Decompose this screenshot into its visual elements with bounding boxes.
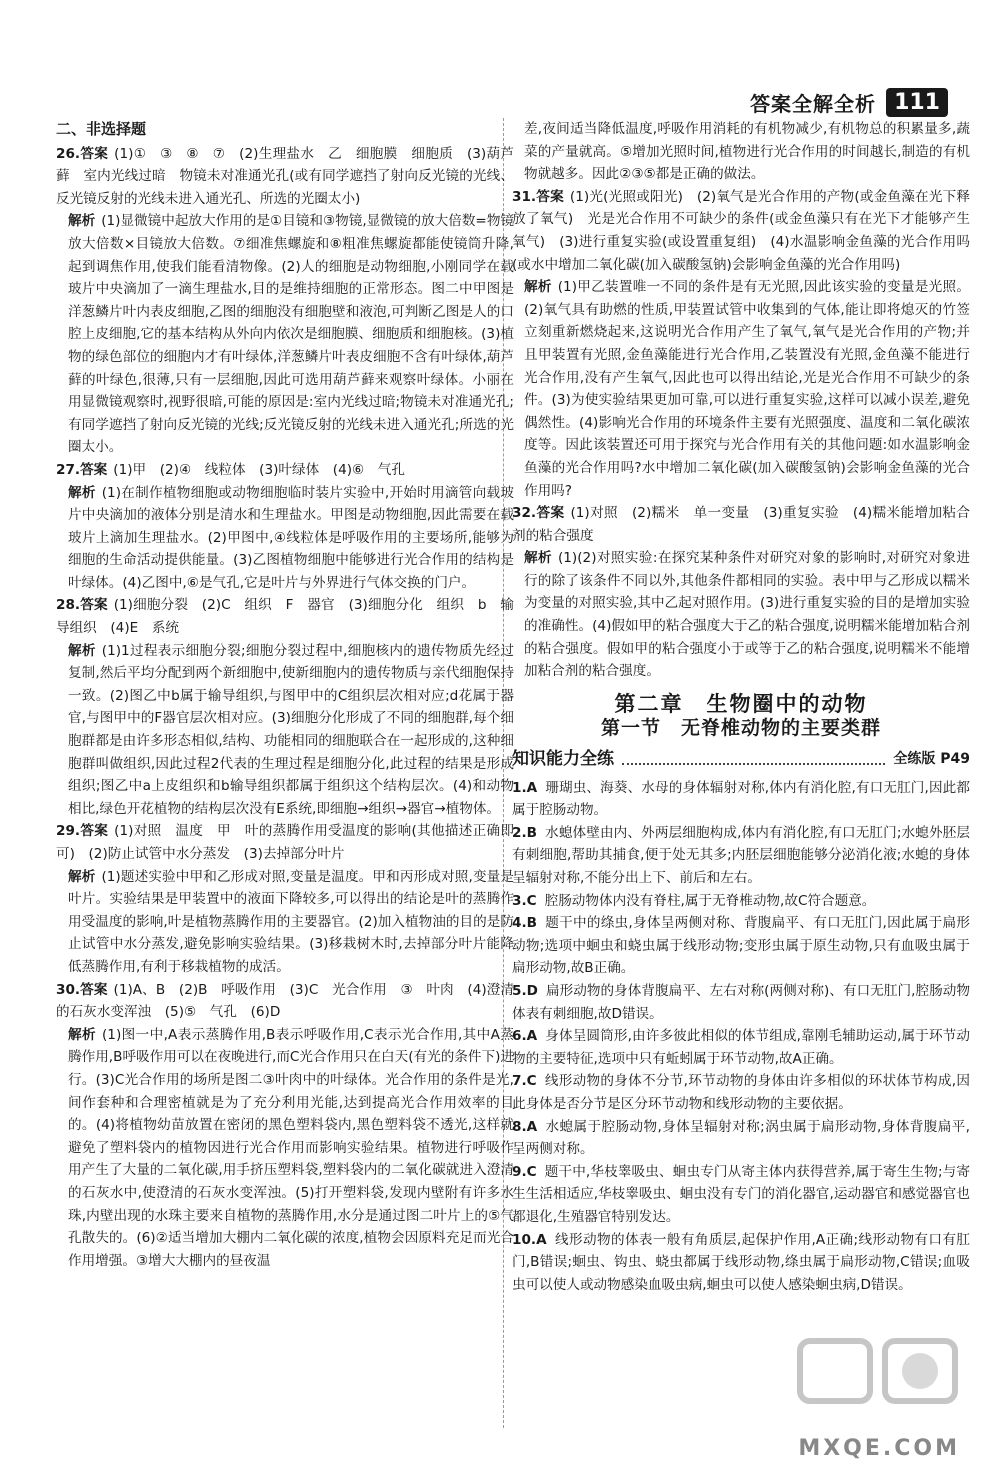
choice-number: 6.A — [512, 1028, 538, 1045]
answer-text: (1)A、B (2)B 呼吸作用 (3)C 光合作用 ③ 叶肉 (4)澄清的石灰水变浑浊 (5)⑤ 气孔 (6)D — [56, 981, 514, 1021]
choice-text: 题干中,华枝睾吸虫、蛔虫专门从寄主体内获得营养,属于寄生生物;与寄生生活相适应,华枝睾吸虫、蛔虫没有专门的消化器官,运动器官和感觉器官也都退化,生殖器官特别发达。 — [512, 1163, 970, 1225]
answer-label: 答案 — [80, 461, 108, 478]
explanation-label: 解析 — [68, 1026, 96, 1043]
explanation-line — [512, 547, 970, 683]
choice-text: 水螅属于腔肠动物,身体呈辐射对称;涡虫属于扁形动物,身体背腹扁平,呈两侧对称。 — [512, 1118, 970, 1158]
answer-line — [56, 594, 514, 639]
choice-number: 4.B — [512, 915, 537, 932]
choice-text: 题干中的绦虫,身体呈两侧对称、背腹扁平、有口无肛门,因此属于扁形动物;选项中蛔虫和蛲虫属于线形动物;变形虫属于原生动物,只有血吸虫属于扁形动物,故B正确。 — [512, 915, 970, 977]
page-header — [750, 88, 948, 117]
answer-label: 答案 — [80, 823, 109, 840]
explanation-text: (1)(2)对照实验:在探究某种条件对研究对象的影响时,对研究对象进行的除了该条件不同以外,其他条件都相同的实验。表中甲与乙形成以糯米为变量的对照实验,其中乙起对照作用。(3)进行重复实验的目的是增加实验的准确性。(4)假如甲的粘合强度大于乙的粘合强度,说明糯米能增加粘合剂的粘合强度。假如甲的粘合强度小于或等于乙的粘合强度,说明糯米不能增加粘合剂的粘合强度。 — [524, 550, 970, 680]
question-number: 32. — [512, 505, 537, 522]
continued-text: 差,夜间适当降低温度,呼吸作用消耗的有机物减少,有机物总的积累量多,蔬菜的产量就高。⑤增加光照时间,植物进行光合作用的时间越长,制造的有机物就越多。因此②③⑤都是正确的做法。 — [524, 121, 970, 183]
explanation-text: (1)1过程表示细胞分裂;细胞分裂过程中,细胞核内的遗传物质先经过复制,然后平均分配到两个新细胞中,使新细胞内的遗传物质与亲代细胞保持一致。(2)图乙中b属于输导组织,与图甲中的C组织层次相对应;d花属于器官,与图甲中的F器官层次相对应。(3)细胞分化形成了不同的细胞群,每个细胞群都是由许多形态相似,结构、功能相同的细胞联合在一起形成的,这种细胞群叫做组织,因此过程2代表的生理过程是细胞分化,此过程的结果是形成组织;图乙中a上皮组织和b输导组织都属于组织这个结构层次。(4)和动物相比,绿色开花植物的结构层次没有E系统,即细胞→组织→器官→植物体。 — [68, 642, 515, 817]
choice-number: 10.A — [512, 1231, 547, 1248]
answer-line — [512, 186, 970, 276]
explanation-text: (1)显微镜中起放大作用的是①目镜和③物镜,显微镜的放大倍数=物镜放大倍数×目镜放大倍数。⑦细准焦螺旋和⑧粗准焦螺旋都能使镜筒升降,起到调焦作用,使我们能看清物像。(2)人的细胞是动物细胞,小刚同学在载玻片中央滴加了一滴生理盐水,目的是维持细胞的正常形态。图二中甲图是洋葱鳞片叶内表皮细胞,乙图的细胞没有细胞壁和液泡,可判断乙图是人的口腔上皮细胞,它的基本结构从外向内依次是细胞膜、细胞质和细胞核。(3)植物的绿色部位的细胞内才有叶绿体,洋葱鳞片叶表皮细胞不含有叶绿体,葫芦藓的叶绿色,很薄,只有一层细胞,因此可选用葫芦藓来观察叶绿体。小丽在用显微镜观察时,视野很暗,可能的原因是:室内光线过暗;物镜未对准通光孔;有同学遮挡了射向反光镜的光线;反光镜反射的光线未进入通光孔;所选的光圈太小。 — [68, 213, 515, 456]
choice-answer — [512, 890, 970, 913]
explanation-line — [56, 640, 514, 821]
explanation-text: (1)甲乙装置唯一不同的条件是有无光照,因此该实验的变量是光照。(2)氧气具有助燃的性质,甲装置试管中收集到的气体,能让即将熄灭的竹签立刻重新燃烧起来,这说明光合作用产生了氧气,氧气是光合作用的产物;并且甲装置有光照,金鱼藻能进行光合作用,乙装置没有光照,金鱼藻不能进行光合作用,没有产生氧气,因此也可以得出结论,光是光合作用不可缺少的条件。(3)为使实验结果更加可靠,可以进行重复实验,这样可以减小误差,避免偶然性。(4)影响光合作用的环境条件主要有光照强度、温度和二氧化碳浓度等。因此该装置还可用于探究与光合作用有关的其他问题:如水温影响金鱼藻的光合作用吗?水中增加二氧化碳(加入碳酸氢钠)会影响金鱼藻的光合作用吗? — [524, 279, 971, 499]
choice-answer — [512, 777, 970, 822]
choice-number: 1.A — [512, 779, 538, 796]
practice-bar — [512, 748, 970, 771]
section-heading: 第一节 无脊椎动物的主要类群 — [600, 717, 881, 740]
answer-text: (1)对照 温度 甲 叶的蒸腾作用受温度的影响(其他描述正确即可) (2)防止试管中水分蒸发 (3)去掉部分叶片 — [56, 823, 515, 862]
question-number: 27. — [56, 461, 81, 478]
explanation-line — [56, 866, 514, 979]
answer-label: 答案 — [80, 145, 109, 162]
choice-number: 7.C — [512, 1073, 537, 1090]
answer-text: (1)光(光照或阳光) (2)氧气是光合作用的产物(或金鱼藻在光下释放了氧气) 光是光合作用不可缺少的条件(或金鱼藻只有在光下才能够产生氧气) (3)进行重复实验(或设置重复组) (4)水温影响金鱼藻的光合作用吗(或水中增加二氧化碳(加入碳酸氢钠)会影响金鱼藻的光合作用吗) — [512, 188, 971, 273]
right-column — [512, 118, 970, 1296]
choice-answer — [512, 822, 970, 890]
answer-label: 答案 — [536, 188, 564, 205]
explanation-line — [56, 210, 514, 459]
answer-label: 答案 — [80, 981, 108, 998]
answer-line — [56, 820, 514, 865]
choice-answer — [512, 1161, 970, 1229]
dotted-leader — [622, 753, 885, 765]
practice-ref: 全练版 P49 — [893, 751, 970, 768]
choice-text: 线形动物的体表一般有角质层,起保护作用,A正确;线形动物有口有肛门,B错误;蛔虫、钩虫、蛲虫都属于线形动物,绦虫属于扁形动物,C错误;血吸虫可以使人或动物感染血吸虫病,蛔虫可以使人感染蛔虫病,D错误。 — [512, 1231, 970, 1293]
choice-text: 珊瑚虫、海葵、水母的身体辐射对称,体内有消化腔,有口无肛门,因此都属于腔肠动物。 — [512, 779, 970, 819]
choice-answer — [512, 1116, 970, 1161]
left-items — [56, 143, 514, 1273]
answer-text: (1)对照 (2)糯米 单一变量 (3)重复实验 (4)糯米能增加粘合剂的粘合强度 — [512, 505, 971, 544]
choice-number: 8.A — [512, 1118, 538, 1135]
explanation-text: (1)题述实验中甲和乙形成对照,变量是温度。甲和丙形成对照,变量是叶片。实验结果是甲装置中的液面下降较多,可以得出的结论是叶的蒸腾作用受温度的影响,叶是植物蒸腾作用的主要器官。(2)加入植物油的目的是防止试管中水分蒸发,避免影响实验结果。(3)移栽树木时,去掉部分叶片能降低蒸腾作用,有利于移栽植物的成活。 — [68, 868, 515, 975]
choice-answer — [512, 1025, 970, 1070]
chapter-title: 第二章 生物圈中的动物 — [614, 691, 868, 716]
answer-text: (1)甲 (2)④ 线粒体 (3)叶绿体 (4)⑥ 气孔 — [113, 461, 405, 478]
choice-answer — [512, 1229, 970, 1297]
choice-text: 身体呈圆筒形,由许多彼此相似的体节组成,靠刚毛辅助运动,属于环节动物的主要特征,选项中只有蚯蚓属于环节动物,故A正确。 — [512, 1028, 970, 1067]
explanation-label: 解析 — [68, 213, 96, 230]
question-number: 26. — [56, 145, 81, 162]
page-number: 111 — [886, 88, 948, 117]
header-title: 答案全解全析 — [750, 92, 877, 116]
practice-title: 知识能力全练 — [512, 749, 614, 770]
answer-line — [56, 143, 514, 211]
choice-number: 2.B — [512, 824, 537, 841]
explanation-label: 解析 — [524, 550, 552, 567]
answer-line — [56, 979, 514, 1024]
answer-label: 答案 — [80, 597, 108, 614]
explanation-text: (1)图一中,A表示蒸腾作用,B表示呼吸作用,C表示光合作用,其中A蒸腾作用,B呼吸作用可以在夜晚进行,而C光合作用只在白天(有光的条件下)进行。(3)C光合作用的场所是图二③叶肉中的叶绿体。光合作用的条件是光,间作套种和合理密植就是为了充分利用光能,达到提高光合作用效率的目的。(4)将植物幼苗放置在密闭的黑色塑料袋内,黑色塑料袋不透光,这样就避免了塑料袋内的植物因进行光合作用而影响实验结果。植物进行呼吸作用产生了大量的二氧化碳,用手挤压塑料袋,塑料袋内的二氧化碳就进入澄清的石灰水中,使澄清的石灰水变浑浊。(5)打开塑料袋,发现内壁附有许多水珠,内壁出现的水珠主要来自植物的蒸腾作用,水分是通过图二叶片上的⑤气孔散失的。(6)②适当增加大棚内二氧化碳的浓度,植物会因原料充足而光合作用增强。③增大大棚内的昼夜温 — [68, 1026, 514, 1269]
right-items — [512, 186, 970, 683]
choice-number: 9.C — [512, 1163, 537, 1180]
mc-items — [512, 777, 970, 1297]
answer-line — [56, 459, 514, 482]
choice-number: 5.D — [512, 982, 538, 999]
section-title: 二、非选择题 — [56, 120, 147, 138]
explanation-label: 解析 — [68, 868, 96, 885]
question-number: 30. — [56, 981, 81, 998]
answer-line — [512, 502, 970, 547]
explanation-label: 解析 — [524, 279, 552, 296]
answer-text: (1)① ③ ⑧ ⑦ (2)生理盐水 乙 细胞膜 细胞质 (3)葫芦藓 室内光线过暗 物镜未对准通光孔(或有同学遮挡了射向反光镜的光线、反光镜反射的光线未进入通光孔、所选的光圈太小) — [56, 145, 514, 207]
choice-text: 线形动物的身体不分节,环节动物的身体由许多相似的环状体节构成,因此身体是否分节是区分环节动物和线形动物的主要依据。 — [512, 1073, 970, 1112]
choice-text: 腔肠动物体内没有脊柱,属于无脊椎动物,故C符合题意。 — [544, 892, 876, 909]
question-number: 29. — [56, 823, 81, 840]
choice-text: 扁形动物的身体背腹扁平、左右对称(两侧对称)、有口无肛门,腔肠动物体表有刺细胞,故D错误。 — [512, 982, 970, 1022]
explanation-line — [512, 276, 970, 502]
explanation-line — [56, 1024, 514, 1273]
question-number: 28. — [56, 597, 81, 614]
question-number: 31. — [512, 188, 537, 205]
choice-answer — [512, 980, 970, 1025]
explanation-line — [56, 482, 514, 595]
watermark-text: MXQE.COM — [798, 1436, 960, 1461]
answer-label: 答案 — [536, 505, 565, 522]
choice-text: 水螅体壁由内、外两层细胞构成,体内有消化腔,有口无肛门;水螅外胚层有刺细胞,帮助其捕食,便于处无其多;内胚层细胞能够分泌消化液;水螅的身体呈辐射对称,不能分出上下、前后和左右。 — [512, 824, 970, 886]
choice-answer — [512, 1070, 970, 1115]
watermark-logo-icon — [790, 1331, 970, 1441]
choice-number: 3.C — [512, 892, 537, 909]
explanation-text: (1)在制作植物细胞或动物细胞临时装片实验中,开始时用滴管向载玻片中央滴加的液体分别是清水和生理盐水。甲图是动物细胞,因此需要在载玻片上滴加生理盐水。(2)甲图中,④线粒体是呼吸作用的主要场所,能够为细胞的生命活动提供能量。(3)乙图植物细胞中能够进行光合作用的结构是叶绿体。(4)乙图中,⑥是气孔,它是叶片与外界进行气体交换的门户。 — [68, 484, 515, 591]
explanation-label: 解析 — [68, 642, 96, 659]
left-column — [56, 118, 514, 1272]
choice-answer — [512, 912, 970, 980]
explanation-label: 解析 — [68, 484, 96, 501]
answer-text: (1)细胞分裂 (2)C 组织 F 器官 (3)细胞分化 组织 b 输导组织 (4)E 系统 — [56, 597, 514, 637]
